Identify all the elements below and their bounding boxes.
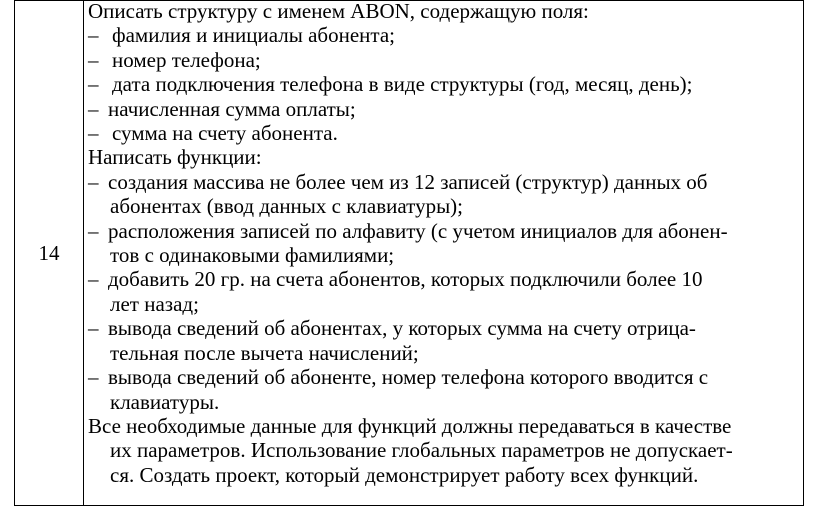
function-text-line1: вывода сведений об абоненте, номер телефона которого вводится с xyxy=(108,365,709,390)
field-text: номер телефона; xyxy=(112,47,261,72)
dash-marker: – xyxy=(88,169,99,194)
field-item xyxy=(88,121,799,145)
function-text-line1: создания массива не более чем из 12 записей (структур) данных об xyxy=(108,169,708,194)
field-text: дата подключения телефона в виде структуры (год, месяц, день); xyxy=(112,72,693,97)
dash-marker: – xyxy=(88,121,99,146)
dash-marker: – xyxy=(88,96,99,121)
field-item xyxy=(88,97,799,121)
task-number-cell xyxy=(15,1,84,506)
function-text-line2: клавиатуры. xyxy=(110,389,220,414)
field-item xyxy=(88,72,799,96)
function-item xyxy=(88,316,799,365)
closing-line: Все необходимые данные для функций должны передаваться в качестве xyxy=(88,413,732,438)
function-item xyxy=(88,219,799,268)
closing-paragraph xyxy=(88,414,799,487)
field-item xyxy=(88,23,799,47)
function-text-line2: лет назад; xyxy=(110,291,199,316)
function-item xyxy=(88,365,799,414)
dash-marker: – xyxy=(88,316,99,341)
dash-marker: – xyxy=(88,23,99,48)
dash-marker: – xyxy=(88,218,99,243)
field-item xyxy=(88,48,799,72)
intro-text: Описать структуру с именем ABON, содержащую поля: xyxy=(88,0,589,23)
closing-line: их параметров. Использование глобальных параметров не допускает- xyxy=(110,438,733,463)
task-row xyxy=(15,1,804,506)
field-text: сумма на счету абонента. xyxy=(112,121,338,146)
function-item xyxy=(88,267,799,316)
dash-marker: – xyxy=(88,365,99,390)
functions-heading: Написать функции: xyxy=(88,145,262,170)
field-text: фамилия и инициалы абонента; xyxy=(112,23,395,48)
function-text-line2: тельная после вычета начислений; xyxy=(110,340,419,365)
dash-marker: – xyxy=(88,47,99,72)
function-text-line1: добавить 20 гр. на счета абонентов, которых подключили более 10 xyxy=(108,267,703,292)
task-number: 14 xyxy=(38,240,60,265)
dash-marker: – xyxy=(88,267,99,292)
task-description-cell xyxy=(84,1,804,506)
function-text-line2: абонентах (ввод данных с клавиатуры); xyxy=(110,194,464,219)
function-item xyxy=(88,170,799,219)
task-table xyxy=(14,0,804,506)
task-description xyxy=(88,0,799,487)
function-text-line1: расположения записей по алфавиту (с учетом инициалов для абонен- xyxy=(108,218,728,243)
closing-line: ся. Создать проект, который демонстрирует работу всех функций. xyxy=(110,462,699,487)
dash-marker: – xyxy=(88,72,99,97)
function-text-line1: вывода сведений об абонентах, у которых сумма на счету отрица- xyxy=(108,316,696,341)
function-text-line2: тов с одинаковыми фамилиями; xyxy=(110,243,395,268)
field-text: начисленная сумма оплаты; xyxy=(108,96,356,121)
